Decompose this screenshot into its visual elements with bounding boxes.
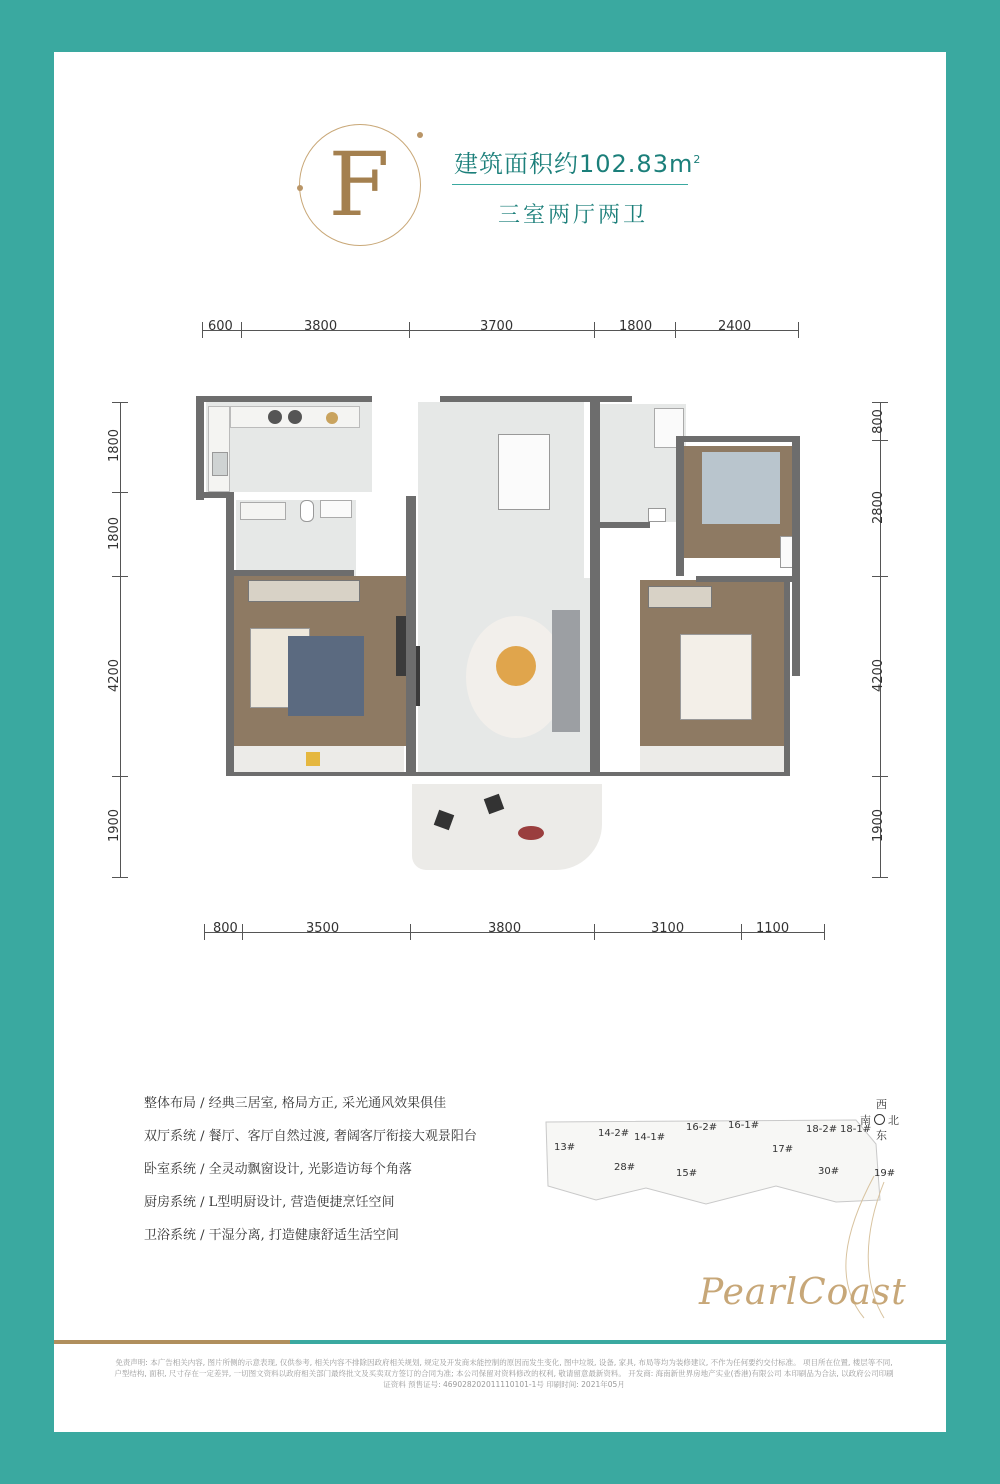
dim-tick [872, 402, 888, 403]
wall [234, 772, 590, 776]
wall [676, 436, 800, 442]
bed-southeast-icon [680, 634, 752, 720]
dim-tick [410, 924, 411, 940]
dim-right-3: 4200 [871, 658, 887, 693]
site-label: 13# [554, 1142, 576, 1153]
site-label: 18-1# [840, 1124, 872, 1135]
dim-top-3: 3700 [480, 319, 514, 334]
site-label: 17# [772, 1144, 794, 1155]
dim-tick [824, 924, 825, 940]
kitchen-decor-icon [326, 412, 338, 424]
wall [196, 396, 204, 500]
site-label: 14-1# [634, 1132, 666, 1143]
wall [406, 496, 416, 776]
stove-burner-icon [288, 410, 302, 424]
dim-right-4: 1900 [871, 808, 887, 843]
wall [196, 396, 372, 402]
footer-bar-gold [54, 1340, 290, 1344]
wall [600, 772, 790, 776]
dim-tick [675, 322, 676, 338]
compass-south: 南 [860, 1114, 871, 1127]
disclaimer: 免责声明: 本广告相关内容, 图片所侧的示意表现, 仅供参考, 相关内容不排除因政府相关规划, 规定及开发商未能控制的原因而发生变化, 图中垃圾, 设备, 家具, 布局等均为装修建议, 不作为任何要约交付标准。 项目所在位置, 楼层等不同, 户型结构, 面积, 尺寸存在一定差异, 一切图文资料以政府相关部门最终批文及买卖双方签订的合同为准; 本公司保留对资料修改的权利, 敬请留意最新资料。 开发商: 海南新世界房地产实业(香港)有限公司 本印刷品为合法, 以政府公司印刷证资料 预售证号: 469028202011110101-1号 印刷时间: 2021年05月 [114, 1358, 894, 1389]
dim-left-3: 4200 [107, 658, 123, 693]
site-label: 14-2# [598, 1128, 630, 1139]
site-label: 28# [614, 1162, 636, 1173]
poster-card [54, 52, 946, 1432]
title-divider [452, 184, 688, 185]
bath-1-sink [320, 500, 352, 518]
dim-right-2: 2800 [871, 490, 887, 525]
dim-right-1: 800 [870, 409, 886, 434]
feature-item: 双厅系统 / 餐厅、客厅自然过渡, 奢阔客厅衔接大观景阳台 [144, 1129, 477, 1144]
dim-tick [872, 440, 888, 441]
sofa-icon [552, 610, 580, 732]
compass-west: 西 [876, 1098, 887, 1111]
compass-north: 北 [888, 1114, 899, 1127]
wardrobe-west [248, 580, 360, 602]
dim-top-1: 600 [208, 319, 233, 334]
bath-2-sink [648, 508, 666, 522]
dim-top-5: 2400 [718, 319, 752, 334]
floor-plan [196, 396, 801, 886]
dim-tick [872, 576, 888, 577]
kitchen-counter-left [208, 406, 230, 492]
dim-tick [242, 924, 243, 940]
dim-tick [241, 322, 242, 338]
wardrobe-southeast [648, 586, 712, 608]
wall [234, 570, 354, 576]
site-label: 15# [676, 1168, 698, 1179]
dim-tick [112, 492, 128, 493]
site-label: 18-2# [806, 1124, 838, 1135]
dim-tick [872, 776, 888, 777]
wall [696, 576, 792, 582]
dim-bottom-5: 1100 [756, 921, 790, 936]
dim-left-1: 1800 [107, 428, 123, 463]
feature-item: 整体布局 / 经典三居室, 格局方正, 采光通风效果俱佳 [144, 1096, 447, 1111]
dim-tick [204, 924, 205, 940]
kitchen-sink-icon [212, 452, 228, 476]
stove-burner-icon [268, 410, 282, 424]
dim-bottom-3: 3800 [488, 921, 522, 936]
toilet-icon [300, 500, 314, 522]
layout-subtitle: 三室两厅两卫 [498, 203, 649, 228]
wall [600, 522, 650, 528]
coffee-table-icon [496, 646, 536, 686]
compass-icon [874, 1114, 885, 1125]
dim-tick [594, 322, 595, 338]
bath-1-vanity [240, 502, 286, 520]
wall [440, 396, 632, 402]
wall [792, 436, 800, 676]
feature-list [144, 1087, 477, 1252]
wall [590, 396, 600, 776]
brand-logo: PearlCoast [699, 1272, 907, 1313]
right-dim-line [880, 402, 881, 877]
compass-east: 东 [876, 1129, 887, 1142]
dim-top-2: 3800 [304, 319, 338, 334]
site-label: 16-1# [728, 1120, 760, 1131]
dim-tick [112, 576, 128, 577]
dim-bottom-1: 800 [213, 921, 238, 936]
dim-left-4: 1900 [107, 808, 123, 843]
plant-icon [518, 826, 544, 840]
dim-top-4: 1800 [619, 319, 653, 334]
site-label: 19# [874, 1168, 896, 1179]
area-title: 建筑面积约$102.83m^2$ [454, 150, 702, 178]
tv-west-icon [396, 616, 406, 676]
feature-item: 厨房系统 / L型明厨设计, 营造便捷烹饪空间 [144, 1195, 395, 1210]
dim-bottom-4: 3100 [651, 921, 685, 936]
dim-tick [112, 776, 128, 777]
site-label: 30# [818, 1166, 840, 1177]
bed-northeast-icon [702, 452, 780, 524]
dining-table-icon [498, 434, 550, 510]
wall [784, 580, 790, 776]
footer-bar-teal [290, 1340, 946, 1344]
dim-left-2: 1800 [107, 516, 123, 551]
feature-item: 卫浴系统 / 干湿分离, 打造健康舒适生活空间 [144, 1228, 399, 1243]
left-dim-line [120, 402, 121, 877]
feature-item: 卧室系统 / 全灵动飘窗设计, 光影造访每个角落 [144, 1162, 412, 1177]
dim-tick [202, 322, 203, 338]
dim-tick [594, 924, 595, 940]
dim-bottom-2: 3500 [306, 921, 340, 936]
site-label: 16-2# [686, 1122, 718, 1133]
dim-tick [798, 322, 799, 338]
chair-icon [306, 752, 320, 766]
dim-tick [409, 322, 410, 338]
rug-west [288, 636, 364, 716]
dim-tick [872, 877, 888, 878]
wall [676, 436, 684, 576]
wall [226, 496, 234, 776]
dim-tick [741, 924, 742, 940]
dim-tick [112, 877, 128, 878]
unit-letter: F [328, 132, 390, 236]
dim-tick [112, 402, 128, 403]
